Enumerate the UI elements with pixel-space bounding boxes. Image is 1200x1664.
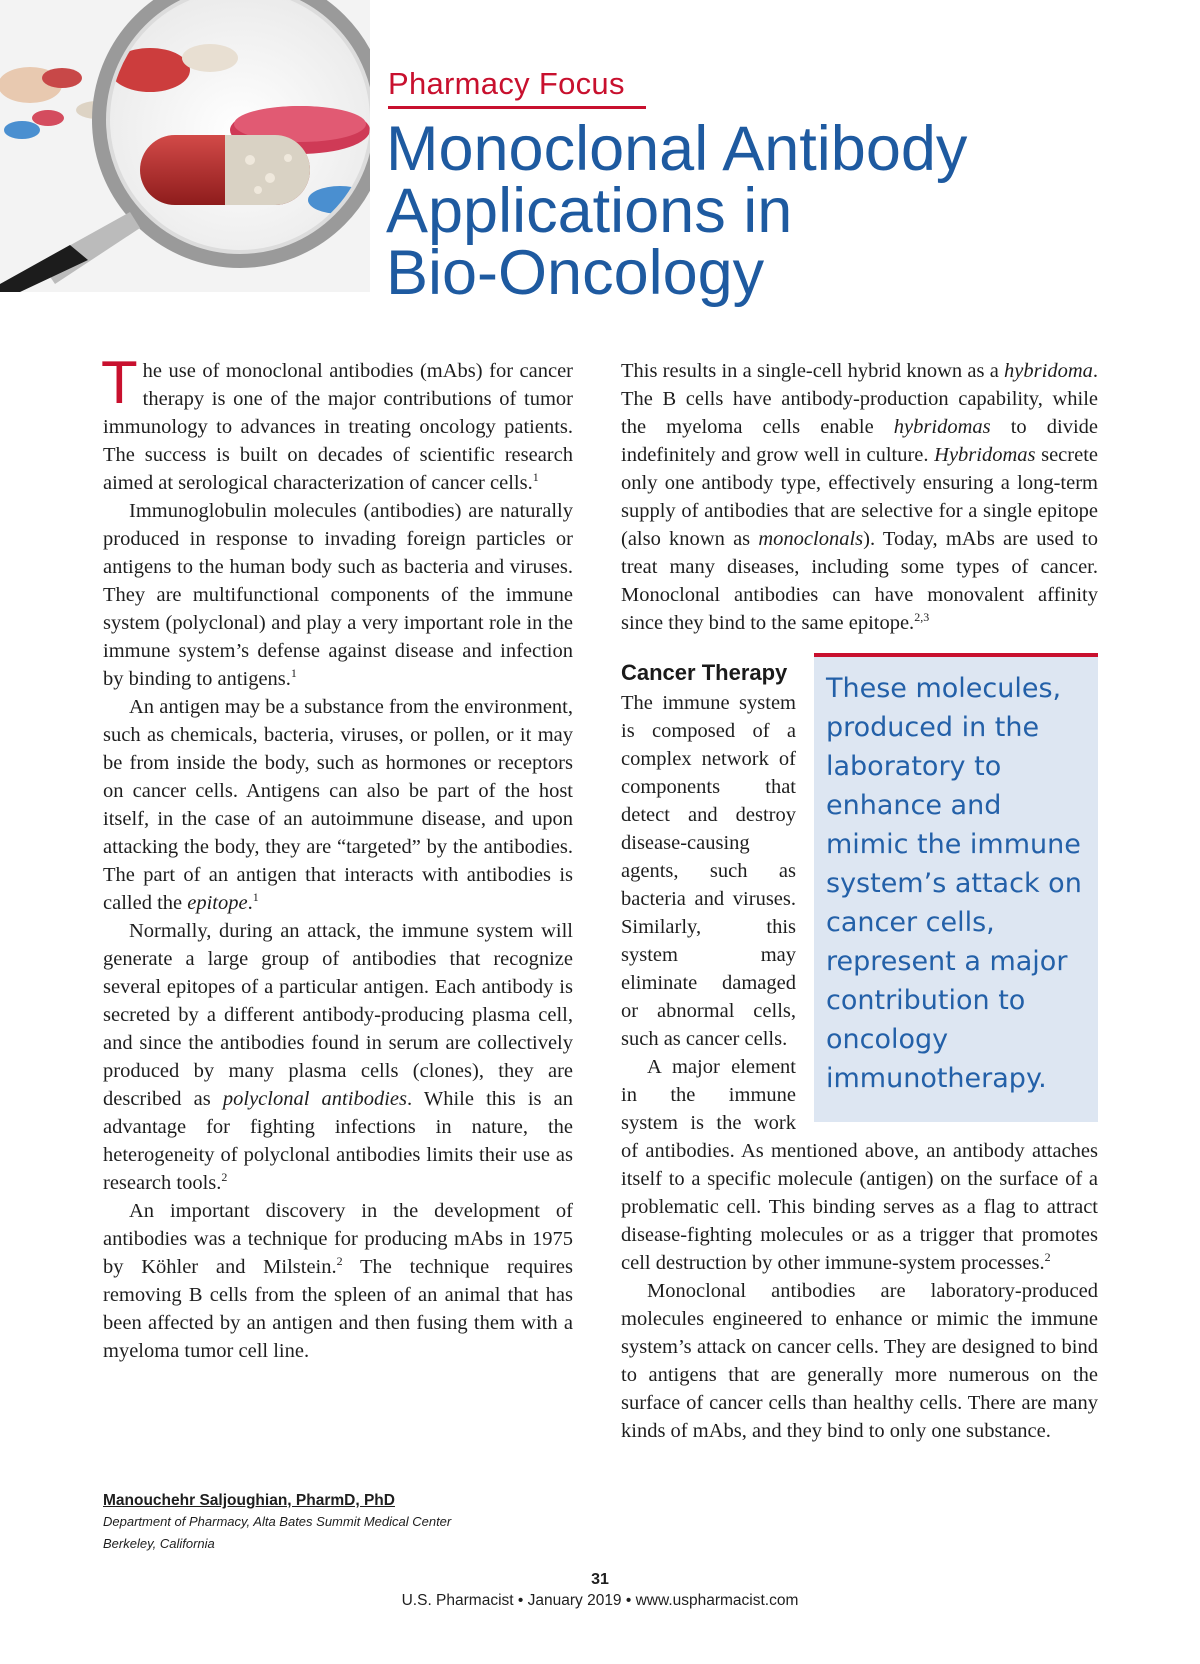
publication-line: U.S. Pharmacist • January 2019 • www.uspharmacist.com bbox=[401, 1592, 799, 1609]
left-column bbox=[101, 349, 573, 1365]
section-rule bbox=[388, 106, 646, 109]
text-run: This results in a single-cell hybrid known as a bbox=[621, 360, 1005, 382]
author-name: Manouchehr Saljoughian, PharmD, PhD bbox=[103, 1492, 395, 1509]
text-run: The immune system is composed of a complex network of components that detect and destroy disease-causing agents, such as bacteria and viruses. Similarly, this system may eliminate damaged or abnormal cells, such as cancer cells. bbox=[621, 692, 796, 1050]
italic-term: hybridoma bbox=[1004, 360, 1093, 382]
text-run: he use of monoclonal antibodies (mAbs) for cancer therapy is one of the major contributions of tumor immunology to advances in treating oncology patients. The success is built on decades of scientific research aimed at serological characterization of cancer cells. bbox=[103, 360, 573, 494]
text-run: A major element in the immune system is the work of antibodies. As mentioned above, an antibody attaches itself to a specific molecule (antigen) on the surface of a problematic cell. This binding serves as a flag to attract disease-fighting molecules or as a trigger that promotes cell destruction by other immune-system processes. bbox=[621, 1056, 1098, 1274]
text-run: Monoclonal antibodies are laboratory-produced molecules engineered to enhance or mimic the immune system’s attack on cancer cells. They are designed to bind to antigens that are generally more numerous on the surface of cancer cells than healthy cells. There are many kinds of mAbs, and they bind to only one substance. bbox=[621, 1280, 1098, 1442]
citation-ref: 2 bbox=[336, 1254, 343, 1268]
text-run: An antigen may be a substance from the environment, such as chemicals, bacteria, viruses, or pollen, or it may be from inside the body, such as hormones or receptors on cancer cells. Antigens can also be part of the host itself, in the case of an autoimmune disease, and upon attacking the body, they are “targeted” by the antibodies. The part of an antigen that interacts with antibodies is called the bbox=[103, 696, 573, 914]
text-run: The technique requires removing B cells from the spleen of an animal that has been affected by an antigen and then fusing them with a myeloma tumor cell line. bbox=[103, 1256, 573, 1362]
body-paragraph bbox=[621, 357, 1098, 637]
article-title bbox=[386, 114, 1146, 308]
citation-ref: 2 bbox=[1044, 1250, 1051, 1264]
lead-paragraph bbox=[101, 349, 573, 497]
title-line: Monoclonal Antibody bbox=[386, 114, 968, 184]
text-run: . The B cells have antibody-production capability, while the myeloma cells enable bbox=[621, 360, 1098, 438]
author-location: Berkeley, California bbox=[103, 1536, 215, 1551]
title-line: Applications in bbox=[386, 176, 793, 246]
italic-term: epitope bbox=[187, 892, 248, 914]
drop-cap: T bbox=[101, 349, 138, 416]
italic-term: hybridomas bbox=[893, 416, 991, 438]
citation-ref: 1 bbox=[290, 666, 297, 680]
italic-term: monoclonals bbox=[758, 528, 864, 550]
title-line: Bio-Oncology bbox=[386, 238, 765, 308]
magnifier-pills-image bbox=[0, 0, 370, 292]
citation-ref: 2 bbox=[221, 1170, 228, 1184]
page-number: 31 bbox=[591, 1571, 609, 1588]
body-paragraph bbox=[621, 1277, 1098, 1445]
body-paragraph bbox=[103, 497, 573, 693]
section-subhead: Cancer Therapy bbox=[621, 660, 788, 685]
body-paragraph bbox=[103, 693, 573, 917]
italic-term: polyclonal antibodies bbox=[222, 1088, 407, 1110]
italic-term: Hybridomas bbox=[934, 444, 1036, 466]
text-run: ). Today, mAbs are used to treat many diseases, including some types of cancer. Monoclonal antibodies can have monovalent affinity since they bind to the same epitope. bbox=[621, 528, 1099, 634]
text-run: An important discovery in the development of antibodies was a technique for producing mAbs in 1975 by Köhler and Milstein. bbox=[103, 1200, 573, 1278]
citation-ref: 1 bbox=[532, 470, 539, 484]
text-run: to divide indefinitely and grow well in culture. bbox=[621, 416, 1098, 466]
text-run: Immunoglobulin molecules (antibodies) are naturally produced in response to invading foreign particles or antigens to the human body such as bacteria and viruses. They are multifunctional components of the immune system (polyclonal) and play a very important role in the immune system’s defense against disease and infection by binding to antigens. bbox=[103, 500, 573, 690]
section-label: Pharmacy Focus bbox=[388, 66, 625, 101]
right-column bbox=[621, 357, 1098, 1445]
citation-ref: 2,3 bbox=[914, 610, 930, 624]
author-department: Department of Pharmacy, Alta Bates Summit Medical Center bbox=[103, 1514, 452, 1529]
pull-quote-text: These molecules, produced in the laboratory to enhance and mimic the immune system’s attack on cancer cells, represent a major contribution to oncology immunotherapy. bbox=[826, 673, 1082, 1094]
text-run: Normally, during an attack, the immune system will generate a large group of antibodies that recognize several epitopes of a particular antigen. Each antibody is secreted by a different antibody-producing plasma cell, and since the antibodies found in serum are collectively produced by many plasma cells (clones), they are described as bbox=[103, 920, 573, 1110]
body-paragraph bbox=[103, 1197, 573, 1365]
citation-ref: 1 bbox=[252, 890, 259, 904]
text-run: . While this is an advantage for fighting infections in nature, the heterogeneity of polyclonal antibodies limits their use as research tools. bbox=[103, 1088, 573, 1194]
body-paragraph bbox=[103, 917, 573, 1197]
pull-quote bbox=[814, 653, 1098, 1122]
text-run: secrete only one antibody type, effectively ensuring a long-term supply of antibodies that are selective for a single epitope (also known as bbox=[621, 444, 1098, 550]
text-run: . bbox=[247, 892, 253, 914]
author-block bbox=[103, 1491, 573, 1555]
